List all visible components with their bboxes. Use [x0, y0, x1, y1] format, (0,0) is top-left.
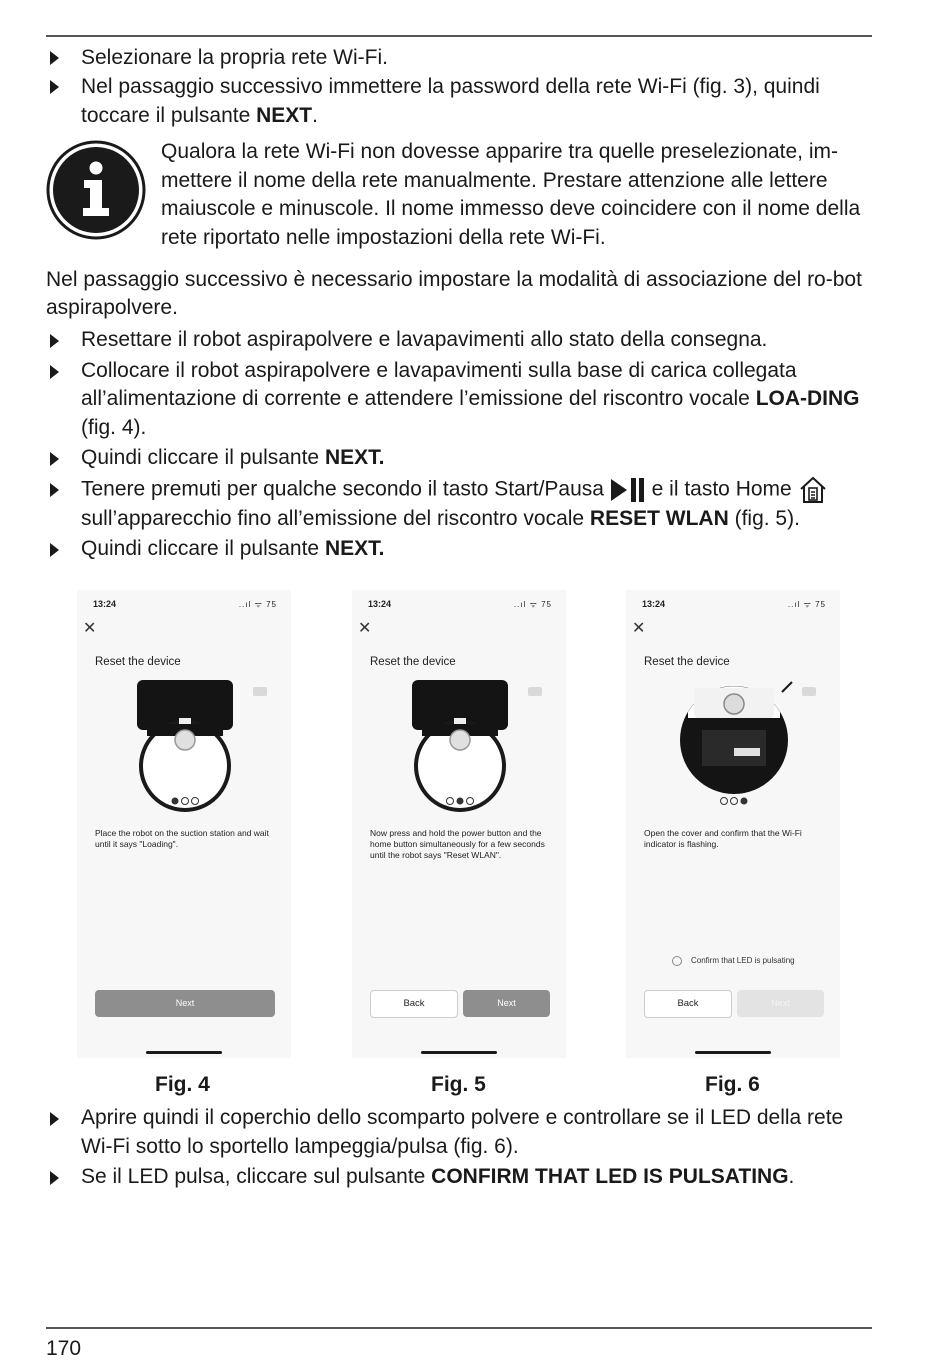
- home-indicator: [146, 1051, 222, 1054]
- bottom-rule: [46, 1327, 872, 1329]
- video-icon[interactable]: [802, 687, 816, 696]
- robot-on-station-illustration: [400, 678, 520, 813]
- bullet-item: Se il LED pulsa, cliccare sul pulsante CONFIRM THAT LED IS PULSATING.: [46, 1163, 872, 1192]
- status-time: 13:24: [93, 599, 117, 609]
- bullet-item: Selezionare la propria rete Wi-Fi.: [46, 43, 872, 72]
- bullet-item: Resettare il robot aspirapolvere e lavapavimenti allo stato della consegna.: [46, 326, 872, 355]
- phone-screen-fig6: [626, 590, 840, 1058]
- bullet-item: Collocare il robot aspirapolvere e lavapavimenti sulla base di carica collegata all’alimentazione di corrente e attendere l’emissione del riscontro vocale LOA-DING (fig. 4).: [46, 357, 872, 443]
- screen-title: Reset the device: [95, 656, 181, 668]
- next-keyword: NEXT: [256, 104, 313, 127]
- radio-circle-icon[interactable]: [672, 956, 682, 966]
- bullet-arrow-icon: [50, 365, 59, 379]
- status-icons: ..ıl ᯤ 75: [513, 600, 552, 609]
- bullet-arrow-icon: [50, 334, 59, 348]
- play-pause-icon: [610, 477, 646, 503]
- screen-description: Place the robot on the suction station and wait until it says "Loading".: [95, 828, 269, 849]
- middle-bullets: [46, 326, 872, 564]
- status-time: 13:24: [642, 599, 666, 609]
- screen-description: Open the cover and confirm that the Wi-Fi indicator is flashing.: [644, 828, 802, 849]
- next-button[interactable]: Next: [463, 990, 550, 1017]
- bullet-item: Quindi cliccare il pulsante NEXT.: [46, 444, 872, 473]
- bullet-arrow-icon: [50, 543, 59, 557]
- status-time: 13:24: [368, 599, 392, 609]
- home-icon: [798, 475, 828, 505]
- phone-screen-fig5: [352, 590, 566, 1058]
- figure-label: Fig. 4: [155, 1073, 210, 1096]
- info-note: [46, 138, 872, 252]
- close-icon[interactable]: ✕: [83, 620, 97, 637]
- back-button[interactable]: Back: [644, 990, 732, 1018]
- robot-on-station-illustration: [125, 678, 245, 813]
- home-indicator: [421, 1051, 497, 1054]
- bullet-item: Tenere premuti per qualche secondo il tasto Start/Pausa e il tasto Home sull’apparecchio fino all’emissione del riscontro vocale RESET WLAN (fig. 5).: [46, 475, 872, 534]
- screen-title: Reset the device: [370, 656, 456, 668]
- bottom-bullets: [46, 1104, 872, 1192]
- status-icons: ..ıl ᯤ 75: [238, 600, 277, 609]
- video-icon[interactable]: [528, 687, 542, 696]
- bullet-arrow-icon: [50, 1171, 59, 1185]
- home-indicator: [695, 1051, 771, 1054]
- figure-label: Fig. 5: [431, 1073, 486, 1096]
- bullet-arrow-icon: [50, 452, 59, 466]
- bullet-arrow-icon: [50, 1112, 59, 1126]
- top-rule: [46, 35, 872, 37]
- info-icon: [46, 140, 146, 240]
- top-bullets: [46, 43, 872, 130]
- intro-paragraph: Nel passaggio successivo è necessario impostare la modalità di associazione del ro-bot aspirapolvere.: [46, 268, 862, 319]
- robot-open-cover-illustration: [674, 678, 794, 813]
- video-icon[interactable]: [253, 687, 267, 696]
- bullet-arrow-icon: [50, 80, 59, 94]
- bullet-item: Aprire quindi il coperchio dello scomparto polvere e controllare se il LED della rete Wi-Fi sotto lo sportello lampeggia/pulsa (fig. 6).: [46, 1104, 872, 1161]
- figure-label: Fig. 6: [705, 1073, 760, 1096]
- bullet-item: Nel passaggio successivo immettere la password della rete Wi-Fi (fig. 3), quindi toccare il pulsante NEXT.: [46, 72, 872, 130]
- bullet-arrow-icon: [50, 483, 59, 497]
- next-button[interactable]: Next: [95, 990, 275, 1017]
- back-button[interactable]: Back: [370, 990, 458, 1018]
- phone-screen-fig4: [77, 590, 291, 1058]
- confirm-led-checkbox[interactable]: Confirm that LED is pulsating: [672, 956, 795, 966]
- bullet-item: Quindi cliccare il pulsante NEXT.: [46, 535, 872, 564]
- close-icon[interactable]: ✕: [632, 620, 646, 637]
- info-note-text: Qualora la rete Wi-Fi non dovesse apparire tra quelle preselezionate, im-mettere il nome della rete manualmente. Prestare attenzione alle lettere maiuscole e minuscole. Il nome immesso deve coincidere con il nome della rete riportato nelle impostazioni della rete Wi-Fi.: [161, 140, 861, 249]
- next-button[interactable]: Next: [737, 990, 824, 1017]
- screen-description: Now press and hold the power button and the home button simultaneously for a few seconds until the robot says "Reset WLAN".: [370, 828, 545, 860]
- close-icon[interactable]: ✕: [358, 620, 372, 637]
- screen-title: Reset the device: [644, 656, 730, 668]
- bullet-arrow-icon: [50, 51, 59, 65]
- page-number: 170: [46, 1337, 82, 1360]
- status-icons: ..ıl ᯤ 75: [787, 600, 826, 609]
